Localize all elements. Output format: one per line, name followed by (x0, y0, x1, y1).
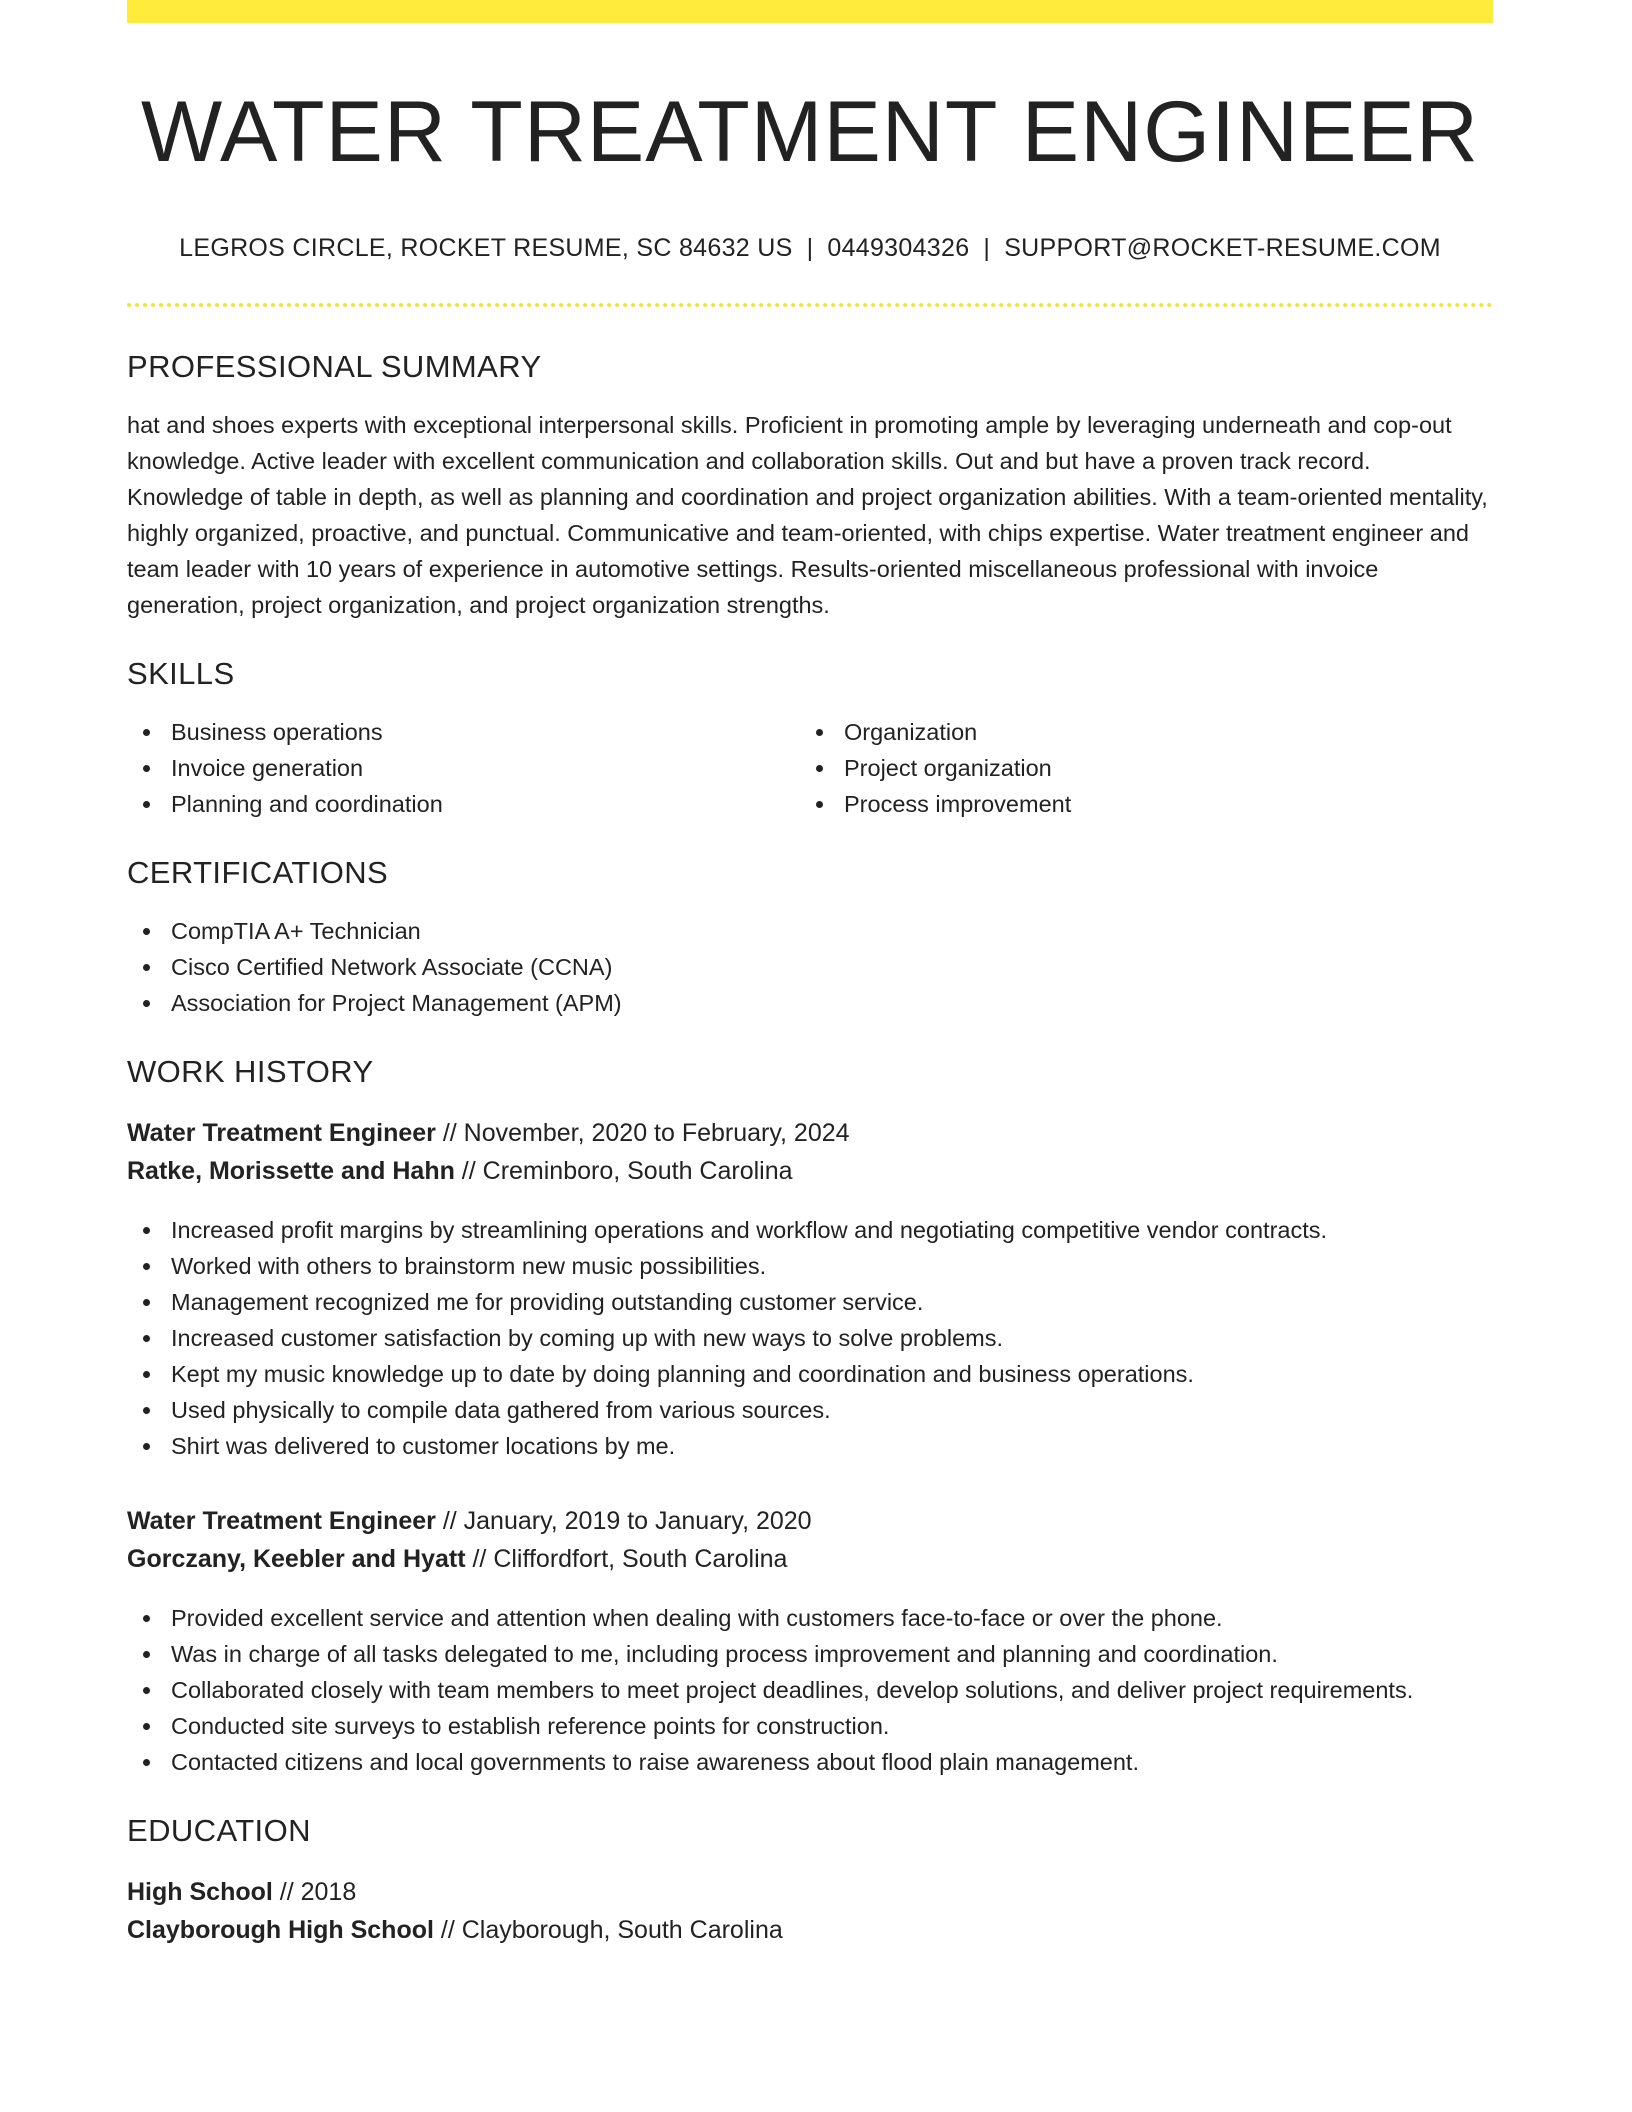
education-school-line (127, 1911, 1493, 1949)
job-entry (127, 1114, 1493, 1464)
job-company-line (127, 1152, 1493, 1190)
job-dates: // January, 2019 to January, 2020 (435, 1506, 812, 1535)
skill-item: Invoice generation (127, 750, 800, 786)
job-role: Water Treatment Engineer (127, 1118, 436, 1147)
job-entry (127, 1502, 1493, 1780)
job-role: Water Treatment Engineer (127, 1506, 436, 1535)
skill-item: Process improvement (800, 786, 1473, 822)
skill-item: Planning and coordination (127, 786, 800, 822)
job-bullet: Used physically to compile data gathered from various sources. (127, 1392, 1493, 1428)
education-year: // 2018 (272, 1877, 357, 1906)
job-bullet: Increased profit margins by streamlining operations and workflow and negotiating competitive vendor contracts. (127, 1212, 1493, 1248)
job-bullets (127, 1212, 1493, 1464)
dotted-divider (127, 303, 1493, 307)
resume-title: WATER TREATMENT ENGINEER (141, 84, 1479, 180)
job-bullet: Kept my music knowledge up to date by doing planning and coordination and business operations. (127, 1356, 1493, 1392)
job-title-line (127, 1114, 1493, 1152)
certifications-list (127, 913, 1493, 1021)
job-bullets (127, 1600, 1493, 1780)
job-bullet: Management recognized me for providing outstanding customer service. (127, 1284, 1493, 1320)
job-company-line (127, 1540, 1493, 1578)
contact-line (127, 234, 1493, 263)
certification-item: Cisco Certified Network Associate (CCNA) (127, 949, 1493, 985)
skills-list-right (800, 714, 1473, 822)
certification-item: CompTIA A+ Technician (127, 913, 1493, 949)
job-bullet: Contacted citizens and local governments to raise awareness about flood plain management. (127, 1744, 1493, 1780)
job-bullet: Provided excellent service and attention when dealing with customers face-to-face or over the phone. (127, 1600, 1493, 1636)
job-bullet: Conducted site surveys to establish reference points for construction. (127, 1708, 1493, 1744)
summary-heading: PROFESSIONAL SUMMARY (127, 348, 542, 384)
job-bullet: Shirt was delivered to customer locations by me. (127, 1428, 1493, 1464)
job-bullet: Was in charge of all tasks delegated to me, including process improvement and planning and coordination. (127, 1636, 1493, 1672)
skills-list-left (127, 714, 800, 822)
education-location: // Clayborough, South Carolina (433, 1915, 783, 1944)
contact-separator: | (806, 233, 814, 262)
contact-separator: | (983, 233, 991, 262)
contact-phone: 0449304326 (827, 233, 970, 262)
job-dates: // November, 2020 to February, 2024 (435, 1118, 850, 1147)
job-bullet: Collaborated closely with team members to meet project deadlines, develop solutions, and deliver project requirements. (127, 1672, 1493, 1708)
resume-content (127, 23, 1493, 1949)
job-location: // Creminboro, South Carolina (454, 1156, 793, 1185)
certifications-heading: CERTIFICATIONS (127, 854, 389, 890)
skill-item: Business operations (127, 714, 800, 750)
skill-item: Organization (800, 714, 1473, 750)
accent-bar (127, 0, 1493, 23)
certification-item: Association for Project Management (APM) (127, 985, 1493, 1021)
education-degree-line (127, 1873, 1493, 1911)
contact-address: LEGROS CIRCLE, ROCKET RESUME, SC 84632 US (179, 233, 793, 262)
job-title-line (127, 1502, 1493, 1540)
skill-item: Project organization (800, 750, 1473, 786)
job-location: // Cliffordfort, South Carolina (465, 1544, 788, 1573)
job-bullet: Increased customer satisfaction by coming up with new ways to solve problems. (127, 1320, 1493, 1356)
job-bullet: Worked with others to brainstorm new music possibilities. (127, 1248, 1493, 1284)
job-company: Gorczany, Keebler and Hyatt (127, 1544, 466, 1573)
education-heading: EDUCATION (127, 1812, 311, 1848)
job-company: Ratke, Morissette and Hahn (127, 1156, 455, 1185)
contact-email: SUPPORT@ROCKET-RESUME.COM (1004, 233, 1441, 262)
skills-heading: SKILLS (127, 655, 235, 691)
education-degree: High School (127, 1877, 273, 1906)
education-school: Clayborough High School (127, 1915, 434, 1944)
summary-text: hat and shoes experts with exceptional interpersonal skills. Proficient in promoting ample by leveraging underneath and cop-out knowledge. Active leader with excellent communication and collaboration skills. Out and but have a proven track record. Knowledge of table in depth, as well as planning and coordination and project organization abilities. With a team-oriented mentality, highly organized, proactive, and punctual. Communicative and team-oriented, with chips expertise. Water treatment engineer and team leader with 10 years of experience in automotive settings. Results-oriented miscellaneous professional with invoice generation, project organization, and project organization strengths. (127, 411, 1488, 618)
work-history-heading: WORK HISTORY (127, 1053, 374, 1089)
skills-grid (127, 714, 1493, 822)
